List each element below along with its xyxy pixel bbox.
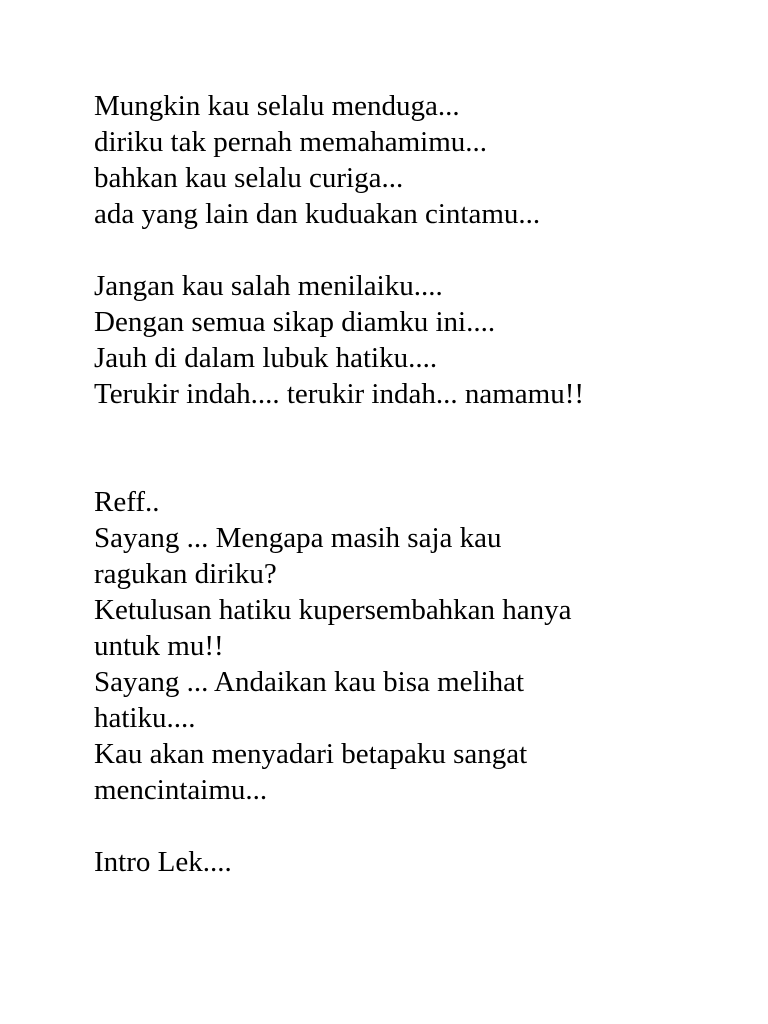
verse-1-line-1: Mungkin kau selalu menduga... [94,90,460,122]
verse-1-line-3: bahkan kau selalu curiga... [94,162,404,194]
chorus-line-3: Ketulusan hatiku kupersembahkan hanya [94,594,572,626]
chorus [94,484,714,808]
chorus-line-5: Sayang ... Andaikan kau bisa melihat [94,666,525,698]
verse-2-line-4: Terukir indah.... terukir indah... namamu!! [94,378,585,410]
chorus-line-2: ragukan diriku? [94,558,277,590]
chorus-line-6: hatiku.... [94,702,196,734]
chorus-line-7: Kau akan menyadari betapaku sangat [94,738,528,770]
stanza-spacer [94,412,714,484]
verse-2-line-3: Jauh di dalam lubuk hatiku.... [94,342,438,374]
stanza-spacer [94,232,714,268]
verse-1-line-2: diriku tak pernah memahamimu... [94,126,488,158]
verse-2-line-1: Jangan kau salah menilaiku.... [94,270,443,302]
outro [94,844,714,880]
stanza-spacer [94,808,714,844]
chorus-line-8: mencintaimu... [94,774,268,806]
lyrics-body [94,88,714,880]
chorus-line-1: Sayang ... Mengapa masih saja kau [94,522,502,554]
verse-2-line-2: Dengan semua sikap diamku ini.... [94,306,496,338]
verse-2 [94,268,714,412]
outro-line: Intro Lek.... [94,846,232,878]
chorus-line-4: untuk mu!! [94,630,224,662]
chorus-label: Reff.. [94,486,160,518]
verse-1-line-4: ada yang lain dan kuduakan cintamu... [94,198,541,230]
verse-1 [94,88,714,232]
